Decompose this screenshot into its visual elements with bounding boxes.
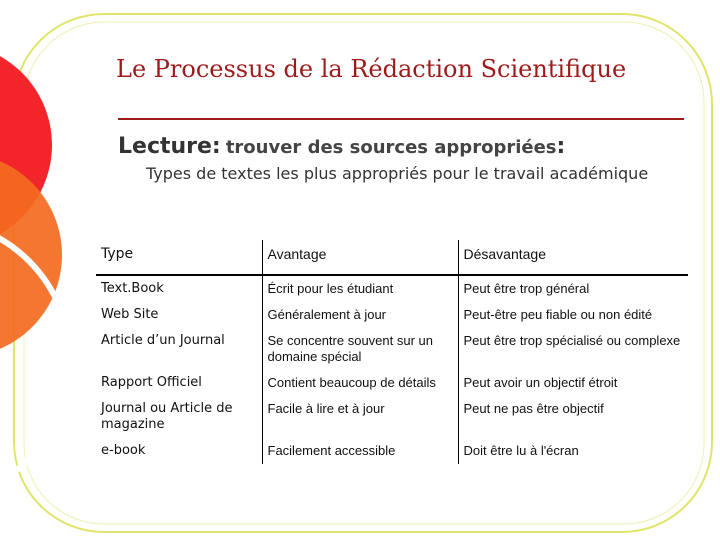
cell-type: Article d’un Journal	[101, 333, 225, 348]
table-row	[96, 328, 688, 370]
header-advantage: Avantage	[262, 240, 458, 275]
table-row	[96, 396, 688, 438]
cell-disadvantage: Doit être lu à l'écran	[458, 438, 688, 464]
cell-advantage: Écrit pour les étudiant	[262, 275, 458, 302]
table-header-row	[96, 240, 688, 275]
cell-disadvantage: Peut avoir un objectif étroit	[458, 370, 688, 396]
cell-advantage: Se concentre souvent sur un domaine spécial	[262, 328, 458, 370]
cell-type: Journal ou Article de magazine	[101, 401, 233, 432]
heading-rest: trouver des sources appropriées	[225, 137, 557, 158]
cell-type: Rapport Officiel	[101, 375, 202, 390]
cell-disadvantage: Peut être trop général	[458, 275, 688, 302]
cell-disadvantage: Peut ne pas être objectif	[458, 396, 688, 438]
cell-advantage: Contient beaucoup de détails	[262, 370, 458, 396]
title-divider	[118, 118, 684, 120]
cell-type: Web Site	[101, 307, 159, 322]
heading-lead: Lecture:	[118, 134, 221, 159]
heading-colon: :	[556, 134, 566, 159]
cell-advantage: Facile à lire et à jour	[262, 396, 458, 438]
header-type: Type	[96, 240, 262, 275]
table-row	[96, 275, 688, 302]
cell-disadvantage: Peut être trop spécialisé ou complexe	[458, 328, 688, 370]
cell-disadvantage: Peut-être peu fiable ou non édité	[458, 302, 688, 328]
cell-type: e-book	[101, 443, 146, 458]
cell-advantage: Facilement accessible	[262, 438, 458, 464]
section-heading	[118, 134, 565, 159]
cell-type: Text.Book	[101, 281, 164, 296]
header-disadvantage: Désavantage	[458, 240, 688, 275]
cell-advantage: Généralement à jour	[262, 302, 458, 328]
table-row	[96, 438, 688, 464]
sub-heading: Types de textes les plus appropriés pour le travail académique	[146, 164, 649, 183]
source-types-table	[96, 240, 688, 464]
slide-title: Le Processus de la Rédaction Scientifique	[116, 55, 627, 83]
table-row	[96, 302, 688, 328]
table-row	[96, 370, 688, 396]
